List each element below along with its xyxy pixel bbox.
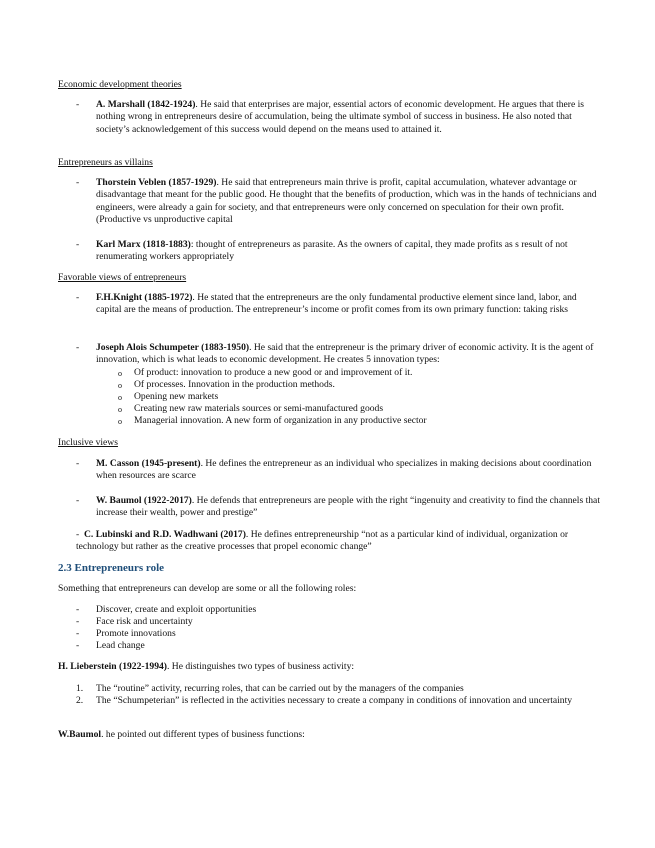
author-name: A. Marshall (1842-1924) (96, 99, 196, 110)
author-name: W.Baumol (58, 729, 102, 740)
paragraph-marx (96, 239, 602, 264)
paragraph-baumol (96, 495, 602, 520)
sub-bullet-marker: o (118, 417, 122, 426)
paragraph-knight (96, 292, 602, 317)
role-item: Lead change (96, 640, 145, 651)
author-name: M. Casson (1945-present) (96, 458, 201, 469)
heading-economic-development: Economic development theories (58, 79, 182, 90)
author-name: W. Baumol (1922-2017) (96, 495, 192, 506)
activity-item: The “routine” activity, recurring roles, that can be carried out by the managers of the companies (96, 683, 464, 694)
role-item: Face risk and uncertainty (96, 616, 193, 627)
paragraph-marshall (96, 99, 602, 136)
bullet-marker: - (76, 529, 80, 540)
heading-inclusive: Inclusive views (58, 437, 118, 448)
bullet-marker: - (76, 239, 80, 250)
sub-bullet-marker: o (118, 405, 122, 414)
paragraph-baumol-functions (58, 729, 608, 741)
paragraph-casson (96, 458, 602, 483)
role-item: Discover, create and exploit opportunities (96, 604, 257, 615)
author-name: Joseph Alois Schumpeter (1883-1950) (96, 342, 250, 353)
author-name: Karl Marx (1818-1883) (96, 239, 191, 250)
bullet-marker: - (76, 628, 80, 639)
list-number: 2. (76, 695, 84, 706)
heading-villains: Entrepreneurs as villains (58, 157, 153, 168)
bullet-marker: - (76, 99, 80, 110)
author-text: . he pointed out different types of business functions: (101, 729, 305, 740)
author-name: C. Lubinski and R.D. Wadhwani (2017) (84, 529, 246, 540)
paragraph-schumpeter (96, 342, 602, 367)
sub-bullet-marker: o (118, 393, 122, 402)
innovation-type-item: Managerial innovation. A new form of organization in any productive sector (134, 415, 427, 426)
role-item: Promote innovations (96, 628, 176, 639)
author-text: . He defines entrepreneurship “not as a particular kind of individual, organization or technology but rather as the creative processes that propel economic change” (76, 529, 569, 553)
bullet-marker: - (76, 604, 80, 615)
section-title: 2.3 Entrepreneurs role (58, 562, 165, 574)
author-text: . He defends that entrepreneurs are people with the right “ingenuity and creativity to find the channels that increase their wealth, power and prestige” (96, 495, 600, 519)
bullet-marker: - (76, 177, 80, 188)
innovation-type-item: Creating new raw materials sources or semi-manufactured goods (134, 403, 384, 414)
list-number: 1. (76, 683, 84, 694)
innovation-type-item: Of product: innovation to produce a new good or and improvement of it. (134, 367, 413, 378)
author-name: Thorstein Veblen (1857-1929) (96, 177, 217, 188)
author-text: . He said that enterprises are major, essential actors of economic development. He argues that there is nothing wrong in entrepreneurs desire of accumulation, being the ultimate symbol of success in business. He also noted that society’s acknowledgement of this success would depend on the means used to attained it. (96, 99, 585, 135)
heading-favorable: Favorable views of entrepreneurs (58, 272, 187, 283)
bullet-marker: - (76, 458, 80, 469)
sub-bullet-marker: o (118, 369, 122, 378)
bullet-marker: - (76, 640, 80, 651)
bullet-marker: - (76, 342, 80, 353)
paragraph-lieberstein (58, 661, 608, 673)
roles-intro: Something that entrepreneurs can develop are some or all the following roles: (58, 583, 357, 594)
innovation-type-item: Of processes. Innovation in the production methods. (134, 379, 335, 390)
author-name: H. Lieberstein (1922-1994) (58, 661, 167, 672)
author-text: . He distinguishes two types of business activity: (166, 661, 355, 672)
paragraph-veblen (96, 177, 602, 227)
author-text: . He said that entrepreneurs main thrive is profit, capital accumulation, whatever advantage or disadvantage that meant for the public good. He thought that the benefits of production, which was in the hands of technicians and engineers, were already a gain for society, and that entrepreneurs were only concerned on speculation for their own profit. (Productive vs unproductive capital (96, 177, 597, 226)
author-text: . He said that the entrepreneur is the primary driver of economic activity. It is the agent of innovation, which is what leads to economic development. He creates 5 innovation types: (96, 342, 594, 366)
author-name: F.H.Knight (1885-1972) (96, 292, 193, 303)
author-text: : thought of entrepreneurs as parasite. As the owners of capital, they made profits as s result of not renumerating workers appropriately (96, 239, 568, 263)
sub-bullet-marker: o (118, 381, 122, 390)
activity-item: The “Schumpeterian” is reflected in the activities necessary to create a company in conditions of innovation and uncertainty (96, 695, 573, 706)
innovation-type-item: Opening new markets (134, 391, 219, 402)
bullet-marker: - (76, 616, 80, 627)
author-text: . He defines the entrepreneur as an individual who specializes in making decisions about coordination when resources are scarce (96, 458, 592, 482)
bullet-marker: - (76, 495, 80, 506)
bullet-marker: - (76, 292, 80, 303)
author-text: . He stated that the entrepreneurs are the only fundamental productive element since land, labor, and capital are the means of production. The entrepreneur’s income or profit comes from its own primary function: taking risks (96, 292, 577, 316)
paragraph-lubinski (76, 529, 606, 554)
